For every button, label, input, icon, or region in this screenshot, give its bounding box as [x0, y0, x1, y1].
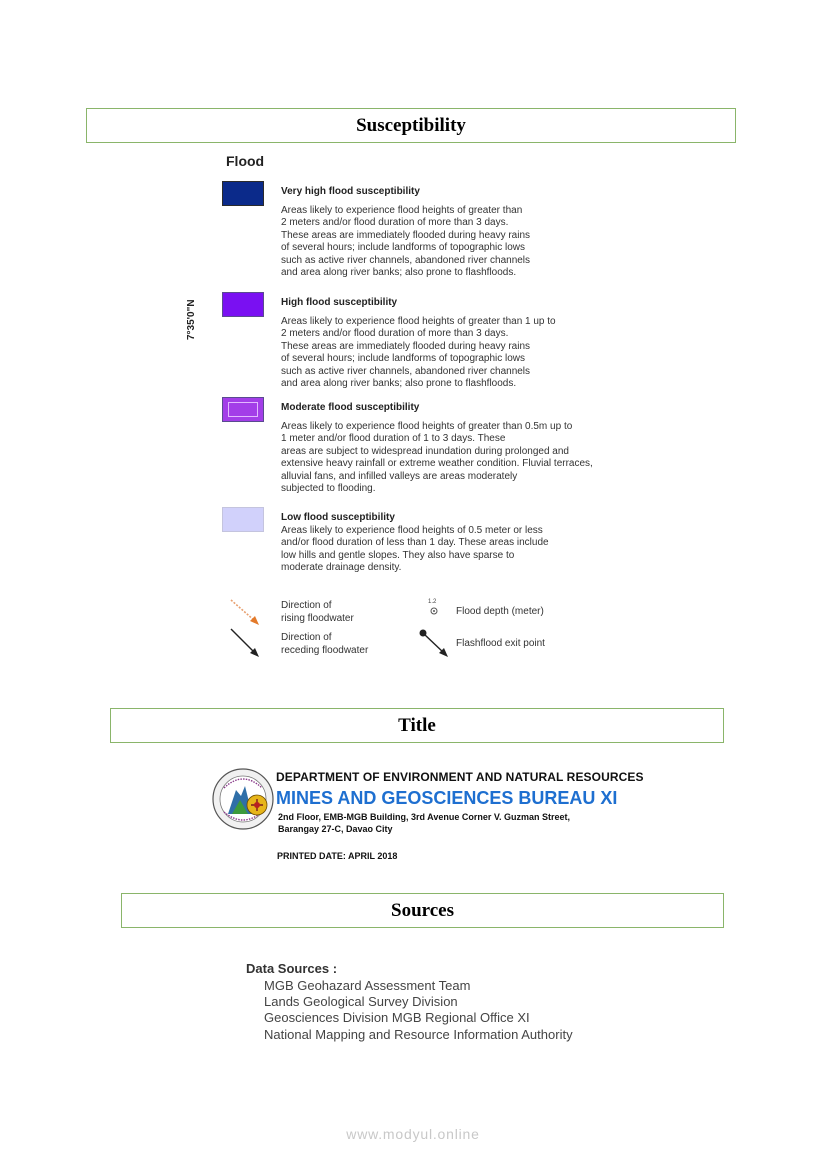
swatch-moderate — [222, 397, 264, 422]
legend-item-description: Areas likely to experience flood heights of greater than 2 meters and/or flood duration of more than 3 days. These areas are immediately flooded during heavy rains of several hours; include landforms of topographic lows such as active river channels, abandoned river channels and area along river banks; also prone to flashfloods. — [281, 205, 531, 279]
rising-floodwater-arrow-icon — [228, 597, 262, 627]
section-header-sources — [121, 893, 724, 928]
list-item: National Mapping and Resource Information Authority — [264, 1026, 573, 1042]
list-item: Geosciences Division MGB Regional Office XI — [264, 1010, 530, 1026]
receding-floodwater-arrow-icon — [228, 626, 262, 660]
legend-item-description: Areas likely to experience flood heights of greater than 0.5m up to 1 meter and/or flood duration of 1 to 3 days. These areas are subject to widespread inundation during prolonged and extensive heavy rainfall or extreme weather condition. Fluvial terraces, alluvial fans, and infilled valleys are areas moderately subjected to flooding. — [281, 421, 593, 495]
section-header-susceptibility — [86, 108, 736, 143]
flashflood-exit-icon — [418, 628, 452, 660]
legend-item-description: Areas likely to experience flood heights of greater than 1 up to 2 meters and/or flood duration of more than 3 days. These areas are immediately flooded during heavy rains of several hours; include landforms of topographic lows such as active river channels, abandoned river channels and area along river banks; also prone to flashfloods. — [281, 316, 556, 390]
printed-date: PRINTED DATE: APRIL 2018 — [277, 851, 398, 861]
legend-item-title: Very high flood susceptibility — [281, 186, 420, 197]
legend-item-moderate — [281, 402, 641, 495]
watermark: www.modyul.online — [346, 1126, 480, 1142]
flashflood-exit-label: Flashflood exit point — [456, 638, 545, 649]
swatch-very-high — [222, 181, 264, 206]
bureau-address: 2nd Floor, EMB-MGB Building, 3rd Avenue Corner V. Guzman Street, Barangay 27-C, Davao City — [278, 812, 571, 834]
section-title-title: Title — [398, 715, 436, 736]
swatch-high — [222, 292, 264, 317]
legend-item-low — [281, 512, 641, 575]
section-title-sources: Sources — [391, 900, 454, 921]
legend-item-title: High flood susceptibility — [281, 297, 398, 308]
flood-depth-icon — [429, 606, 439, 616]
legend-item-high — [281, 297, 641, 390]
section-title-susceptibility: Susceptibility — [356, 115, 466, 136]
flood-depth-label: Flood depth (meter) — [456, 606, 544, 617]
legend-heading: Flood — [226, 153, 265, 169]
mgb-logo-icon — [212, 766, 274, 832]
rising-floodwater-label: Direction of rising floodwater — [281, 600, 354, 624]
list-item: MGB Geohazard Assessment Team — [264, 978, 471, 993]
list-item: Lands Geological Survey Division — [264, 994, 458, 1010]
latitude-label: 7°35'0"N — [186, 299, 197, 340]
legend-item-description: Areas likely to experience flood heights of 0.5 meter or less and/or flood duration of less than 1 day. These areas include low hills and gentle slopes. They also have sparse to moderate drainage density. — [281, 525, 549, 574]
data-sources-heading: Data Sources : — [246, 961, 338, 976]
department-name: DEPARTMENT OF ENVIRONMENT AND NATURAL RESOURCES — [276, 770, 644, 784]
bureau-name: MINES AND GEOSCIENCES BUREAU XI — [276, 788, 618, 808]
flood-depth-marker-value: 1.2 — [428, 599, 437, 605]
data-sources-list — [264, 978, 573, 1043]
legend-item-title: Low flood susceptibility — [281, 512, 395, 523]
section-header-title — [110, 708, 724, 743]
legend-item-very-high — [281, 186, 641, 279]
swatch-low — [222, 507, 264, 532]
legend-item-title: Moderate flood susceptibility — [281, 402, 420, 413]
receding-floodwater-label: Direction of receding floodwater — [281, 632, 369, 656]
